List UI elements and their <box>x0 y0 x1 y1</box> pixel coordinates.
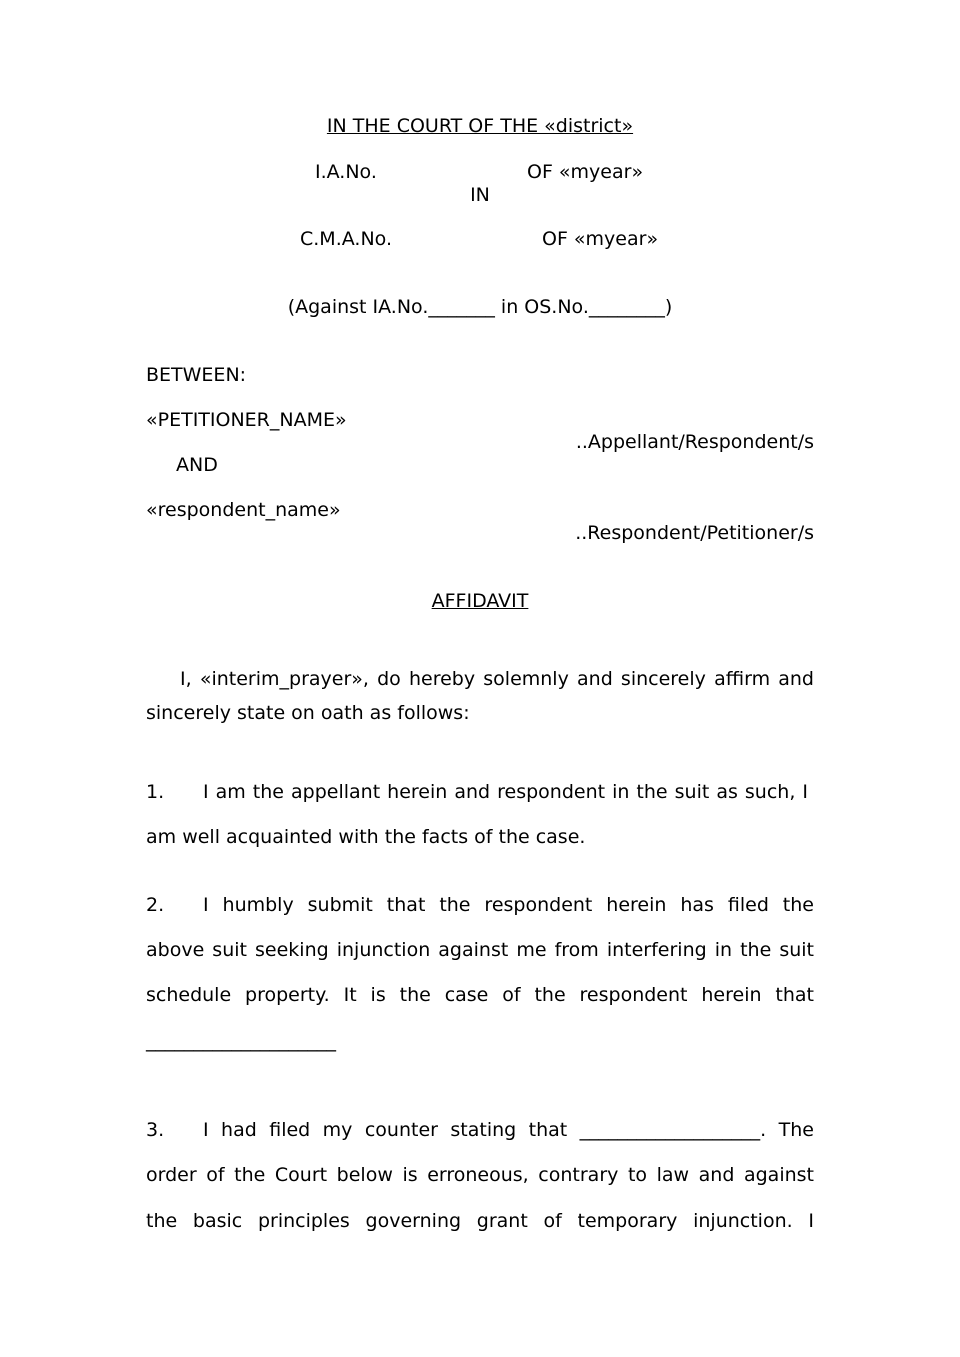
paragraph-1-line-2: am well acquainted with the facts of the case. <box>146 826 586 848</box>
cma-year-label: OF «myear» <box>542 228 659 250</box>
paragraph-3-first-line <box>146 1119 814 1142</box>
intro-line-2: sincerely state on oath as follows: <box>146 702 470 724</box>
paragraph-1-first-line <box>146 781 808 804</box>
paragraph-3-line-3: the basic principles governing grant of temporary injunction. I <box>146 1210 814 1232</box>
affidavit-title: AFFIDAVIT <box>431 590 529 612</box>
paragraph-2-first-line <box>146 894 814 917</box>
paragraph-3-line-2: order of the Court below is erroneous, contrary to law and against <box>146 1164 814 1186</box>
paragraph-3-line-1: I had filed my counter stating that ___________________. The <box>203 1119 814 1141</box>
paragraph-2-number: 2. <box>146 894 165 916</box>
respondent-role: ..Respondent/Petitioner/s <box>575 522 814 544</box>
paragraph-3-number: 3. <box>146 1119 165 1141</box>
paragraph-1-line-1: I am the appellant herein and respondent in the suit as such, I <box>203 781 808 803</box>
ia-number-label: I.A.No. <box>315 161 377 183</box>
petitioner-role: ..Appellant/Respondent/s <box>575 431 814 453</box>
court-title: IN THE COURT OF THE «district» <box>326 115 634 137</box>
paragraph-2-line-3: schedule property. It is the case of the respondent herein that <box>146 984 814 1006</box>
respondent-name: «respondent_name» <box>146 499 341 521</box>
petitioner-name: «PETITIONER_NAME» <box>146 409 347 431</box>
paragraph-2-line-1: I humbly submit that the respondent herein has filed the <box>203 894 814 916</box>
paragraph-2-line-2: above suit seeking injunction against me from interfering in the suit <box>146 939 814 961</box>
cma-number-label: C.M.A.No. <box>300 228 392 250</box>
intro-line-1: I, «interim_prayer», do hereby solemnly and sincerely affirm and <box>180 668 814 690</box>
in-label: IN <box>470 184 490 206</box>
paragraph-1-number: 1. <box>146 781 165 803</box>
paragraph-2-blank: ____________________ <box>146 1030 336 1052</box>
ia-year-label: OF «myear» <box>527 161 644 183</box>
between-label: BETWEEN: <box>146 364 247 386</box>
and-label: AND <box>176 454 218 476</box>
against-line: (Against IA.No._______ in OS.No.________) <box>287 296 673 318</box>
